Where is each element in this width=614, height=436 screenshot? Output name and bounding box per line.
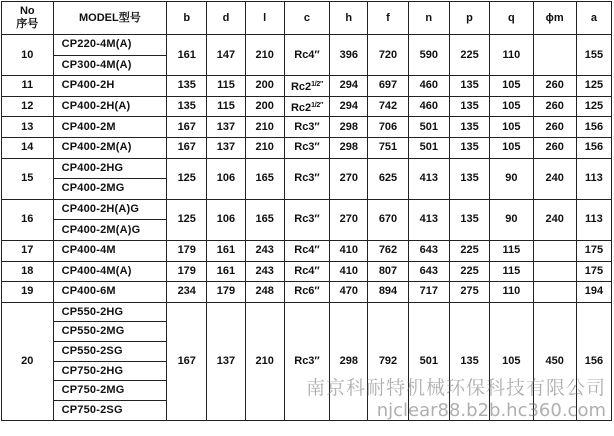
model-name: CP400-2HG	[53, 158, 167, 179]
cell-q: 110	[490, 35, 533, 76]
cell-p: 135	[449, 137, 489, 158]
thread-size: Rc2	[290, 101, 312, 114]
model-name: CP400-2M(A)G	[53, 220, 167, 241]
cell-d: 147	[207, 35, 245, 76]
cell-d: 106	[207, 199, 245, 240]
model-name: CP550-2SG	[53, 342, 167, 362]
cell-l: 243	[245, 240, 284, 261]
table-row	[2, 282, 612, 303]
cell-h: 270	[330, 199, 368, 240]
cell-b: 234	[167, 282, 207, 303]
cell-b: 167	[167, 117, 207, 138]
cell-l: 248	[245, 282, 284, 303]
model-name: CP400-4M	[53, 240, 167, 261]
row-number: 17	[2, 240, 54, 261]
cell-q: 105	[490, 76, 533, 97]
thread-size: Rc6″	[294, 285, 320, 298]
spec-table	[1, 1, 612, 421]
thread-size: Rc3″	[294, 354, 320, 367]
cell-h: 298	[330, 137, 368, 158]
cell-h: 294	[330, 96, 368, 117]
cell-b: 125	[167, 158, 207, 199]
table-row	[2, 117, 612, 138]
cell-l: 165	[245, 158, 284, 199]
table-row	[2, 35, 612, 56]
cell-n: 717	[408, 282, 449, 303]
cell-h: 396	[330, 35, 368, 76]
cell-c	[284, 261, 329, 282]
row-number: 19	[2, 282, 54, 303]
model-name: CP750-2SG	[53, 401, 167, 421]
cell-c	[284, 240, 329, 261]
cell-p: 135	[449, 199, 489, 240]
cell-phim: 260	[533, 137, 576, 158]
cell-f: 706	[368, 117, 408, 138]
header-phim: ϕm	[533, 2, 576, 35]
model-name: CP400-2H	[53, 76, 167, 97]
cell-f: 670	[368, 199, 408, 240]
thread-fraction: 1/2″	[311, 101, 324, 109]
cell-c	[284, 117, 329, 138]
thread-size: Rc2	[290, 80, 312, 93]
model-name: CP400-2M(A)	[53, 137, 167, 158]
header-f: f	[368, 2, 408, 35]
cell-b: 161	[167, 35, 207, 76]
cell-q: 90	[490, 158, 533, 199]
cell-n: 460	[408, 96, 449, 117]
header-b: b	[167, 2, 207, 35]
cell-h: 470	[330, 282, 368, 303]
table-row	[2, 137, 612, 158]
model-name: CP750-2MG	[53, 381, 167, 401]
header-no-en: No	[19, 5, 35, 17]
cell-n: 501	[408, 117, 449, 138]
cell-h: 410	[330, 240, 368, 261]
thread-size: Rc3″	[294, 213, 320, 226]
cell-d: 179	[207, 282, 245, 303]
cell-c	[284, 35, 329, 76]
cell-a: 155	[576, 35, 611, 76]
model-name: CP400-2MG	[53, 179, 167, 200]
cell-p: 225	[449, 35, 489, 76]
cell-d: 161	[207, 261, 245, 282]
cell-d: 115	[207, 76, 245, 97]
cell-b: 125	[167, 199, 207, 240]
cell-a: 113	[576, 158, 611, 199]
cell-b: 179	[167, 261, 207, 282]
cell-h: 410	[330, 261, 368, 282]
table-row	[2, 199, 612, 220]
header-no-cn: 序号	[16, 18, 39, 30]
header-model: MODEL型号	[53, 2, 167, 35]
cell-n: 501	[408, 137, 449, 158]
cell-n: 643	[408, 240, 449, 261]
cell-b: 135	[167, 96, 207, 117]
cell-phim	[533, 240, 576, 261]
model-name: CP400-2H(A)G	[53, 199, 167, 220]
thread-size: Rc3″	[294, 141, 320, 154]
row-number: 16	[2, 199, 54, 240]
model-name: CP400-2H(A)	[53, 96, 167, 117]
cell-p: 275	[449, 282, 489, 303]
cell-p: 135	[449, 117, 489, 138]
cell-p: 225	[449, 261, 489, 282]
header-l: l	[245, 2, 284, 35]
model-name: CP750-2HG	[53, 361, 167, 381]
cell-n: 590	[408, 35, 449, 76]
cell-n: 413	[408, 199, 449, 240]
cell-f: 762	[368, 240, 408, 261]
cell-phim	[533, 282, 576, 303]
row-number: 20	[2, 302, 54, 420]
cell-c	[284, 137, 329, 158]
cell-a: 125	[576, 96, 611, 117]
header-p: p	[449, 2, 489, 35]
row-number: 15	[2, 158, 54, 199]
thread-size: Rc4″	[294, 264, 320, 277]
cell-f: 807	[368, 261, 408, 282]
cell-q: 115	[490, 240, 533, 261]
cell-d: 137	[207, 117, 245, 138]
cell-b: 167	[167, 302, 207, 420]
header-n: n	[408, 2, 449, 35]
cell-h: 270	[330, 158, 368, 199]
table-row	[2, 261, 612, 282]
cell-b: 179	[167, 240, 207, 261]
cell-phim: 450	[533, 302, 576, 420]
row-number: 13	[2, 117, 54, 138]
cell-a: 175	[576, 240, 611, 261]
cell-f: 792	[368, 302, 408, 420]
cell-l: 210	[245, 117, 284, 138]
cell-h: 294	[330, 76, 368, 97]
table-row	[2, 158, 612, 179]
cell-c	[284, 282, 329, 303]
thread-fraction: 1/2″	[311, 80, 324, 88]
cell-f: 720	[368, 35, 408, 76]
thread-size: Rc4″	[294, 48, 320, 61]
cell-q: 110	[490, 282, 533, 303]
cell-b: 167	[167, 137, 207, 158]
table-row	[2, 302, 612, 322]
cell-l: 200	[245, 96, 284, 117]
table-row	[2, 240, 612, 261]
spec-body	[2, 35, 612, 421]
cell-q: 105	[490, 137, 533, 158]
cell-p: 135	[449, 302, 489, 420]
table-row	[2, 76, 612, 97]
cell-d: 106	[207, 158, 245, 199]
cell-b: 135	[167, 76, 207, 97]
cell-a: 113	[576, 199, 611, 240]
cell-l: 243	[245, 261, 284, 282]
cell-a: 156	[576, 117, 611, 138]
cell-d: 115	[207, 96, 245, 117]
cell-p: 135	[449, 96, 489, 117]
model-name: CP550-2MG	[53, 322, 167, 342]
cell-phim: 260	[533, 96, 576, 117]
cell-d: 137	[207, 302, 245, 420]
cell-q: 105	[490, 302, 533, 420]
cell-h: 298	[330, 302, 368, 420]
thread-size: Rc4″	[294, 244, 320, 257]
cell-p: 135	[449, 76, 489, 97]
watermark-site: njclear88.b2b.hc360.com	[376, 399, 606, 421]
row-number: 14	[2, 137, 54, 158]
header-h: h	[330, 2, 368, 35]
thread-size: Rc3″	[294, 172, 320, 185]
watermark-company: 南京科耐特机械环保科技有限公司	[305, 376, 606, 399]
row-number: 12	[2, 96, 54, 117]
cell-f: 625	[368, 158, 408, 199]
cell-c	[284, 158, 329, 199]
cell-f: 697	[368, 76, 408, 97]
model-name: CP400-2M	[53, 117, 167, 138]
cell-a: 175	[576, 261, 611, 282]
spec-sheet	[1, 1, 612, 421]
cell-l: 200	[245, 76, 284, 97]
header-no	[2, 2, 54, 35]
cell-c	[284, 76, 329, 97]
cell-c	[284, 302, 329, 420]
cell-a: 125	[576, 76, 611, 97]
cell-d: 161	[207, 240, 245, 261]
cell-l: 165	[245, 199, 284, 240]
header-row	[2, 2, 612, 35]
cell-a: 194	[576, 282, 611, 303]
header-q: q	[490, 2, 533, 35]
cell-n: 413	[408, 158, 449, 199]
cell-q: 105	[490, 96, 533, 117]
model-name: CP400-4M(A)	[53, 261, 167, 282]
cell-f: 742	[368, 96, 408, 117]
cell-c	[284, 199, 329, 240]
model-name: CP220-4M(A)	[53, 35, 167, 56]
cell-n: 460	[408, 76, 449, 97]
cell-n: 501	[408, 302, 449, 420]
row-number: 18	[2, 261, 54, 282]
model-name: CP400-6M	[53, 282, 167, 303]
cell-d: 137	[207, 137, 245, 158]
model-name: CP300-4M(A)	[53, 55, 167, 76]
cell-l: 210	[245, 302, 284, 420]
cell-p: 225	[449, 240, 489, 261]
cell-phim: 260	[533, 76, 576, 97]
cell-l: 210	[245, 137, 284, 158]
cell-c	[284, 96, 329, 117]
cell-q: 115	[490, 261, 533, 282]
cell-h: 298	[330, 117, 368, 138]
table-row	[2, 96, 612, 117]
cell-f: 894	[368, 282, 408, 303]
cell-n: 643	[408, 261, 449, 282]
header-a: a	[576, 2, 611, 35]
cell-q: 90	[490, 199, 533, 240]
model-name: CP550-2HG	[53, 302, 167, 322]
header-c: c	[284, 2, 329, 35]
cell-l: 210	[245, 35, 284, 76]
cell-f: 751	[368, 137, 408, 158]
cell-p: 135	[449, 158, 489, 199]
cell-phim	[533, 261, 576, 282]
header-d: d	[207, 2, 245, 35]
row-number: 10	[2, 35, 54, 76]
cell-q: 105	[490, 117, 533, 138]
cell-phim: 240	[533, 158, 576, 199]
cell-phim: 260	[533, 117, 576, 138]
cell-phim: 240	[533, 199, 576, 240]
cell-phim	[533, 35, 576, 76]
row-number: 11	[2, 76, 54, 97]
cell-a: 156	[576, 302, 611, 420]
thread-size: Rc3″	[294, 120, 320, 133]
cell-a: 156	[576, 137, 611, 158]
